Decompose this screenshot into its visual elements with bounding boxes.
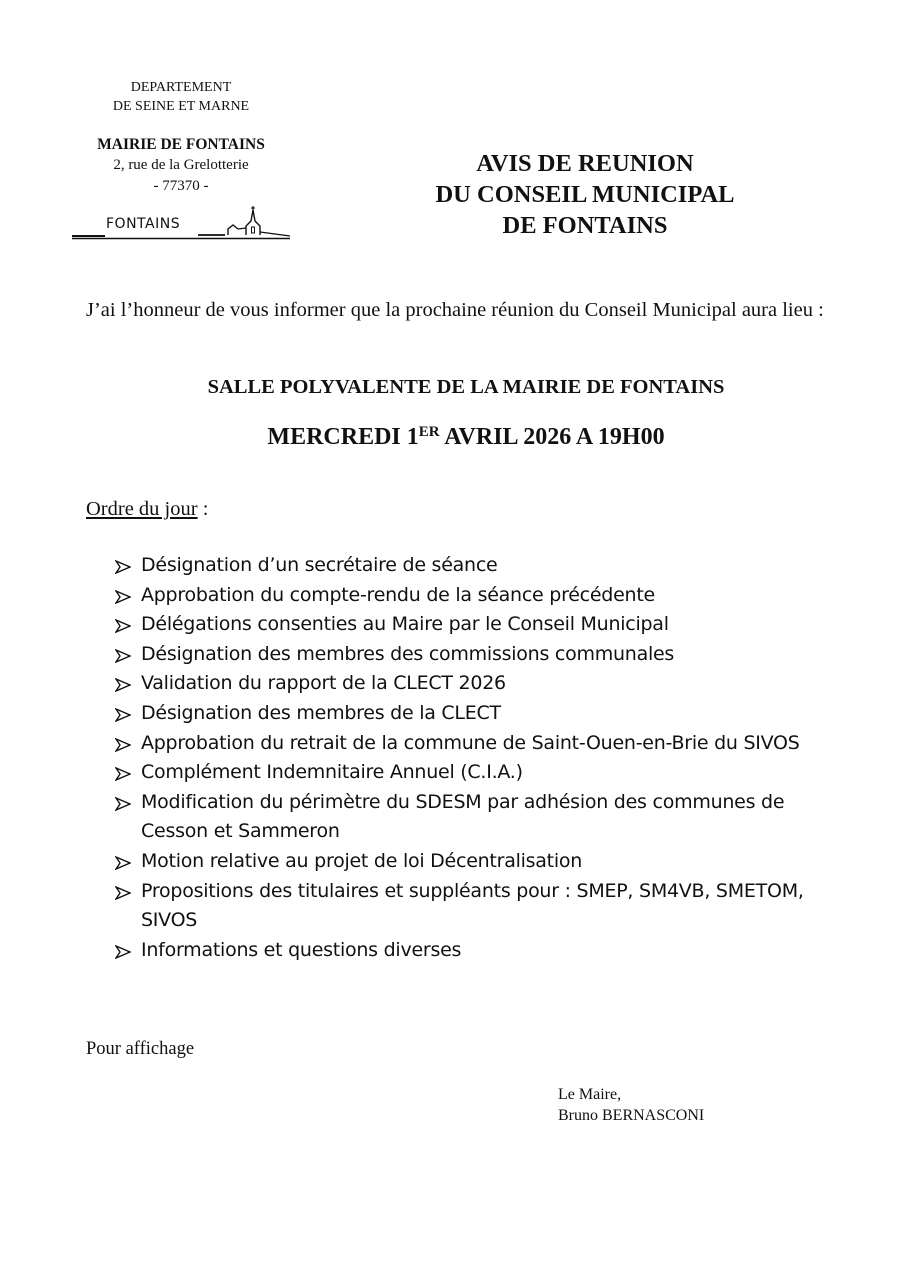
arrowhead-bullet-icon: [115, 856, 131, 870]
title-line-2: DU CONSEIL MUNICIPAL: [435, 181, 735, 208]
arrowhead-bullet-icon: [115, 590, 131, 604]
title-line-3: DE FONTAINS: [502, 212, 668, 239]
mairie-address: 2, rue de la Grelotterie: [113, 157, 249, 173]
logo-text: FONTAINS: [106, 216, 181, 232]
department-line-1: DEPARTEMENT: [130, 80, 232, 95]
datetime-rest: AVRIL 2026 A 19H00: [439, 424, 665, 450]
affichage-note: Pour affichage: [86, 1039, 195, 1059]
agenda-item: [115, 729, 855, 759]
agenda-list: [115, 551, 855, 965]
agenda-item-text: Informations et questions diverses: [141, 938, 462, 961]
agenda-item-text: Désignation d’un secrétaire de séance: [141, 554, 498, 576]
intro-paragraph: J’ai l’honneur de vous informer que la prochaine réunion du Conseil Municipal aura lieu :: [86, 299, 824, 321]
signatory-name: Bruno BERNASCONI: [558, 1107, 705, 1124]
arrowhead-bullet-icon: [115, 619, 131, 633]
agenda-item: [115, 610, 855, 640]
agenda-item-text: Propositions des titulaires et suppléants pour : SMEP, SM4VB, SMETOM, SIVOS: [141, 879, 804, 932]
agenda-item: [115, 936, 855, 966]
agenda-heading: [86, 496, 208, 523]
agenda-item: [115, 877, 855, 936]
mairie-name: MAIRIE DE FONTAINS: [97, 136, 265, 153]
agenda-item-text: Validation du rapport de la CLECT 2026: [141, 672, 506, 695]
agenda-item: [115, 551, 855, 581]
arrowhead-bullet-icon: [115, 708, 131, 722]
meeting-venue: SALLE POLYVALENTE DE LA MAIRIE DE FONTAINS: [207, 376, 725, 398]
agenda-item-text: Modification du périmètre du SDESM par adhésion des communes de Cesson et Sammeron: [141, 790, 785, 843]
arrowhead-bullet-icon: [115, 678, 131, 692]
fontains-logo: [70, 202, 292, 242]
arrowhead-bullet-icon: [115, 649, 131, 663]
agenda-item: [115, 699, 855, 729]
datetime-day: MERCREDI 1: [267, 424, 419, 450]
signatory-title: Le Maire,: [558, 1086, 622, 1103]
arrowhead-bullet-icon: [115, 738, 131, 752]
arrowhead-bullet-icon: [115, 767, 131, 781]
agenda-item-text: Délégations consenties au Maire par le Conseil Municipal: [141, 613, 669, 636]
arrowhead-bullet-icon: [115, 560, 131, 574]
agenda-item: [115, 758, 855, 788]
agenda-label-suffix: :: [197, 498, 209, 520]
arrowhead-bullet-icon: [115, 797, 131, 811]
arrowhead-bullet-icon: [115, 945, 131, 959]
agenda-item-text: Approbation du retrait de la commune de Saint-Ouen-en-Brie du SIVOS: [141, 731, 800, 754]
agenda-item: [115, 669, 855, 699]
arrowhead-bullet-icon: [115, 886, 131, 900]
department-line-2: DE SEINE ET MARNE: [112, 99, 250, 114]
datetime-ordinal: ER: [418, 424, 440, 440]
agenda-item-text: Motion relative au projet de loi Décentralisation: [141, 849, 583, 872]
agenda-item-text: Désignation des membres des commissions communales: [141, 642, 675, 665]
agenda-label: Ordre du jour: [86, 498, 198, 520]
agenda-item-text: Approbation du compte-rendu de la séance précédente: [141, 583, 655, 606]
agenda-item: [115, 788, 855, 847]
mairie-postcode: - 77370 -: [153, 178, 209, 194]
letterhead: [70, 78, 292, 232]
meeting-datetime: [0, 420, 900, 454]
title-line-1: AVIS DE REUNION: [476, 150, 694, 177]
village-church-skyline-icon: [70, 202, 292, 242]
agenda-item: [115, 640, 855, 670]
agenda-item: [115, 847, 855, 877]
notice-title: [400, 148, 770, 241]
agenda-item-text: Désignation des membres de la CLECT: [141, 701, 501, 724]
agenda-item: [115, 581, 855, 611]
signature-block: [558, 1084, 704, 1126]
agenda-item-text: Complément Indemnitaire Annuel (C.I.A.): [141, 761, 523, 784]
